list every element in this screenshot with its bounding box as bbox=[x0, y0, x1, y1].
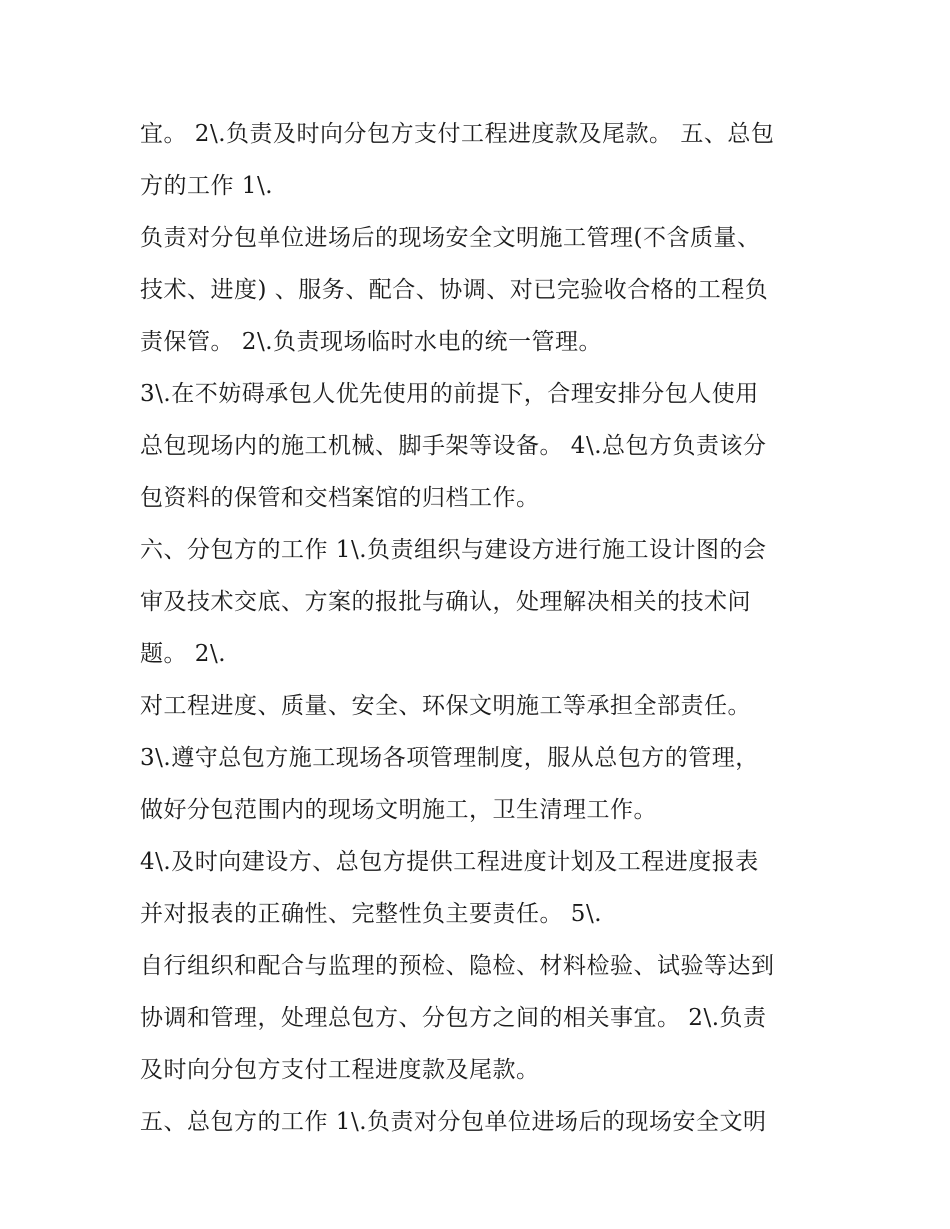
text-line: 做好分包范围内的现场文明施工，卫生清理工作。 bbox=[140, 797, 657, 823]
text-line: 责保管。 2\.负责现场临时水电的统一管理。 bbox=[140, 329, 603, 355]
text-line: 并对报表的正确性、完整性负主要责任。 5\. bbox=[140, 901, 603, 927]
text-line: 负责对分包单位进场后的现场安全文明施工管理(不含质量、 bbox=[140, 225, 761, 251]
text-line: 五、总包方的工作 1\.负责对分包单位进场后的现场安全文明 bbox=[140, 1109, 767, 1135]
document-body bbox=[140, 108, 820, 1148]
text-line: 3\.在不妨碍承包人优先使用的前提下，合理安排分包人使用 bbox=[140, 381, 759, 407]
text-line: 题。 2\. bbox=[140, 641, 227, 667]
text-line: 自行组织和配合与监理的预检、隐检、材料检验、试验等达到 bbox=[140, 953, 775, 979]
text-line: 4\.及时向建设方、总包方提供工程进度计划及工程进度报表 bbox=[140, 849, 759, 875]
text-line: 协调和管理，处理总包方、分包方之间的相关事宜。 2\.负责 bbox=[140, 1005, 767, 1031]
text-line: 3\.遵守总包方施工现场各项管理制度，服从总包方的管理， bbox=[140, 745, 759, 771]
text-line: 对工程进度、质量、安全、环保文明施工等承担全部责任。 bbox=[140, 693, 751, 719]
text-line: 及时向分包方支付工程进度款及尾款。 bbox=[140, 1057, 540, 1083]
text-line: 包资料的保管和交档案馆的归档工作。 bbox=[140, 485, 540, 511]
text-line: 审及技术交底、方案的报批与确认，处理解决相关的技术问 bbox=[140, 589, 751, 615]
text-line: 六、分包方的工作 1\.负责组织与建设方进行施工设计图的会 bbox=[140, 537, 767, 563]
text-line: 技术、进度) 、服务、配合、协调、对已完验收合格的工程负 bbox=[140, 277, 769, 303]
text-line: 方的工作 1\. bbox=[140, 173, 274, 199]
text-line: 总包现场内的施工机械、脚手架等设备。 4\.总包方负责该分 bbox=[140, 433, 767, 459]
text-line: 宜。 2\.负责及时向分包方支付工程进度款及尾款。 五、总包 bbox=[140, 121, 775, 147]
